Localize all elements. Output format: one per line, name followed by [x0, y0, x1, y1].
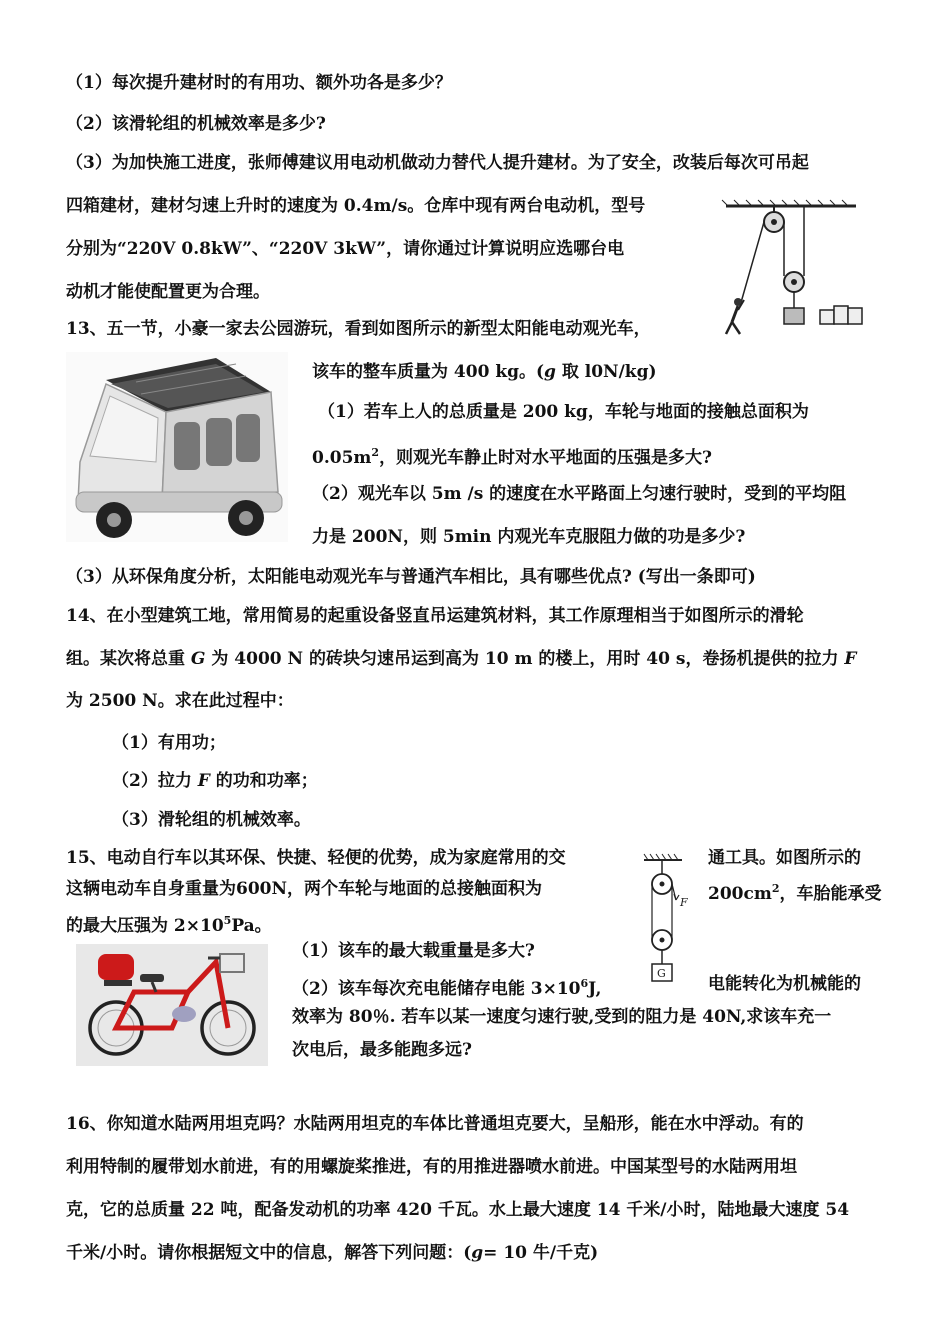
q16-line3: 克，它的总质量 22 吨，配备发动机的功率 420 千瓦。水上最大速度 14 千米/小时，陆地最大速度 54	[66, 1200, 850, 1220]
q13-part2-line1: （2）观光车以 5m /s 的速度在水平路面上匀速行驶时，受到的平均阻	[312, 484, 847, 504]
F-symbol: F	[844, 649, 857, 669]
q14-line2-text-b: 为 4000 N 的砖块匀速吊运到高为 10 m 的楼上，用时 40 s，卷扬机提供的拉力	[205, 649, 845, 669]
q14-line1: 14、在小型建筑工地，常用简易的起重设备竖直吊运建筑材料，其工作原理相当于如图所示的滑轮	[66, 606, 804, 626]
q15-energy-text: （2）该车每次充电能储存电能 3×10	[292, 979, 581, 999]
q15-energy-exponent: 6	[580, 977, 589, 990]
q15-line3	[66, 910, 272, 937]
pulley-worker-figure	[716, 196, 866, 338]
q13-area-exponent: 2	[371, 446, 380, 459]
q15-pressure-unit: Pa。	[231, 916, 272, 936]
q14-sub2	[112, 770, 318, 792]
pulley-force-label: F	[680, 896, 688, 909]
q14-sub2-text-b: 的功和功率；	[209, 771, 318, 791]
q15-line2-left: 这辆电动车自身重量为600N，两个车轮与地面的总接触面积为	[66, 879, 543, 899]
q14-line2	[66, 648, 856, 670]
F-symbol-sub2: F	[197, 771, 210, 791]
q15-energy-unit: J,	[588, 979, 602, 999]
q15-line2-right	[708, 878, 881, 905]
q14-sub3: （3）滑轮组的机械效率。	[112, 810, 311, 830]
electric-bicycle-figure	[76, 944, 268, 1066]
pulley-load-label: G	[657, 967, 666, 980]
q13-mass-line	[312, 361, 657, 383]
q16-line4	[66, 1242, 598, 1264]
q12-part1: （1）每次提升建材时的有用功、额外功各是多少？	[66, 73, 452, 93]
q13-mass-text-a: 该车的整车质量为 400 kg。(	[312, 362, 545, 382]
q15-sub2-line2: 效率为 80％. 若车以某一速度匀速行驶,受到的阻力是 40N,求该车充一	[292, 1007, 832, 1027]
g-symbol-q16: g	[471, 1243, 484, 1263]
q12-part3-line2: 四箱建材，建材匀速上升时的速度为 0.4m/s。仓库中现有两台电动机，型号	[66, 196, 646, 216]
q15-sub2-line1-left	[292, 973, 601, 1000]
q15-sub2-line3: 次电后，最多能跑多远?	[292, 1040, 472, 1060]
q13-mass-text-b: 取 l0N/kg)	[555, 362, 657, 382]
q16-line4-text-b: = 10 牛/千克)	[483, 1243, 599, 1263]
pulley-diagram-figure	[642, 848, 704, 986]
q13-part1-line2	[312, 442, 712, 469]
q14-sub2-text-a: （2）拉力	[112, 771, 198, 791]
q15-line1-left: 15、电动自行车以其环保、快捷、轻便的优势，成为家庭常用的交	[66, 848, 566, 868]
q12-part2: （2）该滑轮组的机械效率是多少?	[66, 114, 326, 134]
q15-line1-right: 通工具。如图所示的	[708, 848, 861, 868]
q16-line1: 16、你知道水陆两用坦克吗？水陆两用坦克的车体比普通坦克要大，呈船形，能在水中浮动。有的	[66, 1114, 804, 1134]
q15-line2-tail: ，车胎能承受	[779, 884, 882, 904]
q15-pressure-text: 的最大压强为 2×10	[66, 916, 224, 936]
q15-pressure-exponent: 5	[223, 914, 232, 927]
q13-part3: （3）从环保角度分析，太阳能电动观光车与普通汽车相比，具有哪些优点? (写出一条即可)	[66, 567, 756, 587]
q12-part3-line1: （3）为加快施工进度，张师傅建议用电动机做动力替代人提升建材。为了安全，改装后每次可吊起	[66, 153, 809, 173]
G-symbol: G	[190, 649, 206, 669]
q15-sub1: （1）该车的最大载重量是多大?	[292, 941, 535, 961]
solar-sightseeing-car-figure	[66, 352, 288, 542]
q14-line2-text-a: 组。某次将总重	[66, 649, 191, 669]
q15-area-value: 200cm	[708, 884, 772, 904]
g-symbol: g	[544, 362, 556, 382]
q15-area-exponent: 2	[771, 882, 780, 895]
q16-line4-text-a: 千米/小时。请你根据短文中的信息，解答下列问题：(	[66, 1243, 472, 1263]
q13-part1-question: ，则观光车静止时对水平地面的压强是多大?	[379, 448, 713, 468]
q15-sub2-line1-right: 电能转化为机械能的	[708, 974, 861, 994]
q13-part2-line2: 力是 200N，则 5min 内观光车克服阻力做的功是多少?	[312, 527, 746, 547]
q16-line2: 利用特制的履带划水前进，有的用螺旋桨推进，有的用推进器喷水前进。中国某型号的水陆两用坦	[66, 1157, 797, 1177]
q13-area-value: 0.05m	[312, 448, 372, 468]
q12-part3-line3: 分别为“220V 0.8kW”、“220V 3kW”，请你通过计算说明应选哪台电	[66, 239, 625, 259]
q14-sub1: （1）有用功；	[112, 733, 226, 753]
q12-part3-line4: 动机才能使配置更为合理。	[66, 282, 270, 302]
q13-part1-line1: （1）若车上人的总质量是 200 kg，车轮与地面的接触总面积为	[318, 402, 809, 422]
q13-intro: 13、五一节，小豪一家去公园游玩，看到如图所示的新型太阳能电动观光车，	[66, 319, 651, 339]
q14-line3: 为 2500 N。求在此过程中：	[66, 691, 294, 711]
